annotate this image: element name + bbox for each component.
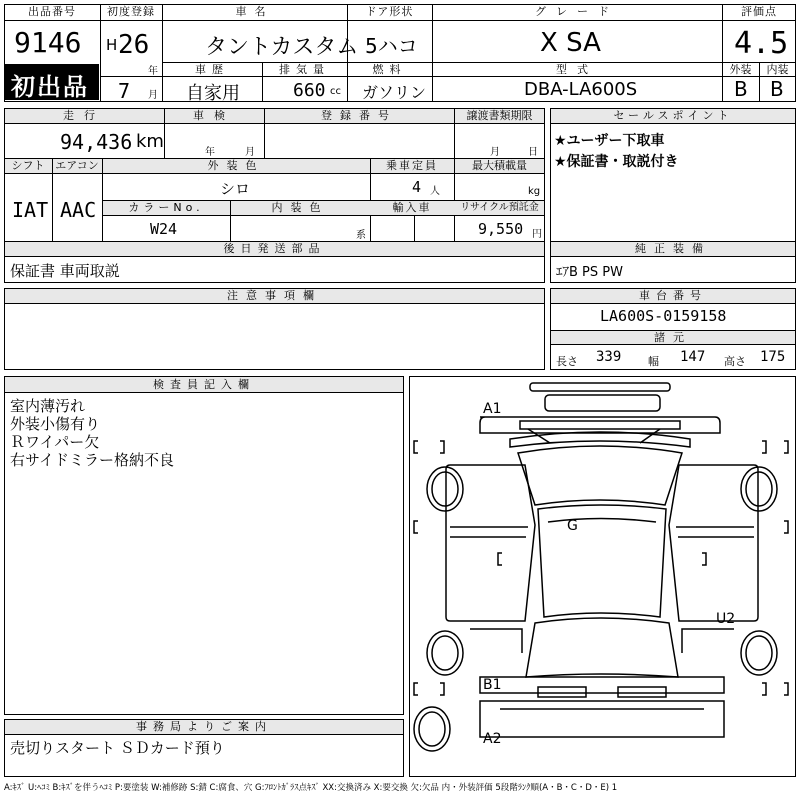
equipment: ｴｱB PS PW [556, 265, 623, 280]
fuel: ガソリン [362, 83, 427, 102]
damage-legend: A:ｷｽﾞ U:ﾍｺﾐ B:ｷｽﾞを伴うﾍｺﾐ P:要塗装 W:補修跡 S:錆 C:腐食、穴 G:ﾌﾛﾝﾄｶﾞﾗｽ点ｷｽﾞ XX:交換済み X:要交換 欠:欠品 内・外装評価 5段階ﾗﾝｸ順(A・B・C・D・E) 1 [4, 783, 618, 793]
height: 175 [760, 349, 786, 365]
grade: X SA [540, 28, 601, 58]
interior-grade: B [770, 77, 784, 101]
mileage: 94,436 [60, 130, 133, 154]
exterior-label: 外装 [729, 63, 752, 76]
capacity-unit: 人 [430, 186, 440, 197]
score: 4.5 [734, 26, 789, 61]
grade-label: グレード [535, 5, 619, 18]
damage-mark-front: A1 [483, 401, 502, 417]
color-no-label: カラーNo. [128, 201, 204, 214]
recycle-fee: 9,550 [478, 220, 524, 238]
chassis-label: 車台番号 [639, 289, 707, 302]
chassis-number: LA600S-0159158 [600, 307, 727, 325]
damage-mark-left-rear: B1 [483, 677, 502, 693]
later-parts-label: 後日発送部品 [223, 242, 326, 255]
inspection-label: 車検 [193, 109, 235, 122]
inspector-note: Ｒワイパー欠 [10, 433, 100, 451]
first-listing-text: 初出品 [11, 73, 89, 101]
import-label: 輸入車 [392, 201, 432, 214]
length-label: 長さ [556, 355, 578, 368]
car-outline-diagram [410, 377, 794, 775]
dims-label: 諸元 [654, 331, 692, 344]
history-label: 車歴 [195, 63, 229, 76]
model-code: DBA-LA600S [524, 79, 638, 100]
displacement-label: 排気量 [279, 63, 330, 76]
score-label: 評価点 [741, 5, 777, 18]
sales-points-label: セールスポイント [613, 109, 733, 122]
capacity: 4 [412, 178, 422, 196]
inspector-note: 右サイドミラー格納不良 [10, 451, 174, 469]
reg-number-label: 登録番号 [321, 109, 397, 122]
era: H [106, 36, 118, 54]
width: 147 [680, 349, 706, 365]
exterior-color: シロ [220, 180, 251, 198]
reg-month: 7 [118, 79, 131, 103]
max-load-unit: kg [528, 186, 541, 197]
lot-number: 9146 [14, 26, 82, 59]
interior-label: 内装 [766, 63, 789, 76]
reg-month-unit: 月 [148, 90, 158, 101]
transfer-day-unit: 日 [528, 147, 538, 158]
width-label: 幅 [648, 355, 659, 368]
notes-label: 注意事項欄 [227, 289, 322, 302]
max-load-label: 最大積載量 [472, 159, 527, 172]
displacement: 660 [293, 80, 326, 101]
shift: IAT [12, 198, 49, 222]
height-label: 高さ [724, 355, 746, 368]
sales-point-item: ★保証書・取説付き [554, 154, 679, 170]
displacement-unit: cc [330, 86, 341, 97]
damage-mark-roof: G [567, 518, 578, 534]
capacity-label: 乗車定員 [386, 159, 438, 172]
damage-diagram [409, 376, 796, 777]
shift-label: シフト [11, 159, 45, 172]
first-reg-label: 初度登録 [107, 5, 155, 18]
office-notice: 売切りスタート ＳＤカード預り [10, 739, 225, 757]
transfer-month-unit: 月 [490, 147, 500, 158]
inspector-note: 外装小傷有り [10, 415, 101, 433]
length: 339 [596, 349, 622, 365]
insp-year-unit: 年 [205, 147, 215, 158]
door-label: ドア形状 [365, 5, 414, 18]
history: 自家用 [186, 83, 240, 104]
mileage-label: 走行 [63, 109, 105, 122]
exterior-grade: B [734, 77, 748, 101]
car-name-label: 車名 [235, 5, 274, 18]
damage-mark-right-rear: U2 [716, 611, 736, 627]
car-name: タントカスタム [205, 35, 359, 60]
recycle-fee-unit: 円 [532, 229, 542, 240]
fuel-label: 燃料 [372, 63, 407, 76]
equipment-label: 純正装備 [635, 242, 711, 255]
office-label: 事務局よりご案内 [136, 720, 272, 733]
color-number: W24 [150, 220, 178, 238]
sales-point-item: ★ユーザー下取車 [554, 133, 665, 149]
door-type: 5ハコ [365, 34, 418, 58]
reg-year-unit: 年 [148, 66, 158, 77]
mileage-unit: km [136, 131, 164, 152]
damage-mark-rear: A2 [483, 731, 502, 747]
inspector-label: 検査員記入欄 [153, 378, 255, 391]
recycle-fee-label: リサイクル預託金 [460, 202, 539, 213]
later-parts: 保証書 車両取説 [10, 262, 120, 280]
interior-color-unit: 系 [356, 230, 366, 241]
reg-year: 26 [118, 30, 150, 60]
interior-color-label: 内装色 [271, 201, 329, 214]
lot-number-label: 出品番号 [28, 5, 76, 18]
model-label: 型式 [556, 63, 598, 76]
transfer-deadline-label: 譲渡書類期限 [466, 109, 533, 122]
ac-label: エアコン [55, 159, 99, 172]
exterior-color-label: 外装色 [207, 159, 265, 172]
inspector-note: 室内薄汚れ [10, 397, 86, 415]
insp-month-unit: 月 [245, 147, 255, 158]
air-conditioner: AAC [60, 198, 97, 222]
